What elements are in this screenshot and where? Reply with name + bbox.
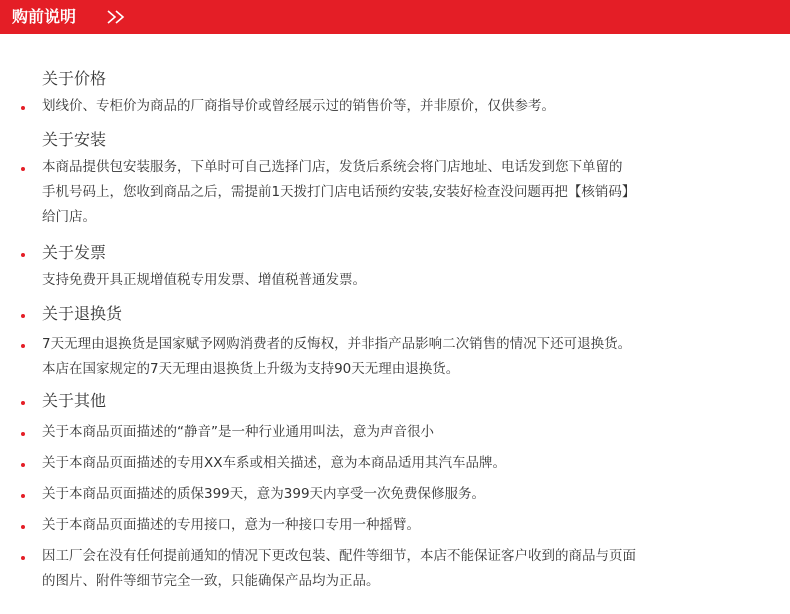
price-text-line: 划线价、专柜价为商品的厂商指导价或曾经展示过的销售价等，并非原价，仅供参考。 — [42, 98, 555, 114]
section-heading-invoice: 关于发票 — [42, 243, 107, 262]
section-heading-other: 关于其他 — [42, 391, 107, 410]
other-item-text: 关于本商品页面描述的“静音”是一种行业通用叫法，意为声音很小 — [42, 424, 434, 440]
invoice-text-line: 支持免费开具正规增值税专用发票、增值税普通发票。 — [42, 272, 366, 288]
bullet-dot — [21, 106, 25, 110]
bullet-dot — [21, 253, 25, 257]
bullet-dot — [21, 167, 25, 171]
other-item-text: 的图片、附件等细节完全一致，只能确保产品均为正品。 — [42, 573, 380, 589]
bullet-dot — [21, 525, 25, 529]
other-item-text: 关于本商品页面描述的专用XX车系或相关描述，意为本商品适用其汽车品牌。 — [42, 455, 506, 471]
bullet-dot — [21, 556, 25, 560]
returns-text-line: 7天无理由退换货是国家赋予网购消费者的反悔权，并非指产品影响二次销售的情况下还可退换货。 — [42, 336, 632, 352]
other-item-text: 关于本商品页面描述的专用接口，意为一种接口专用一种摇臂。 — [42, 517, 420, 533]
other-item-text: 关于本商品页面描述的质保399天，意为399天内享受一次免费保修服务。 — [42, 486, 486, 502]
section-heading-price: 关于价格 — [42, 69, 107, 88]
bullet-dot — [21, 344, 25, 348]
double-chevron-right-icon — [106, 9, 128, 25]
bullet-dot — [21, 494, 25, 498]
header-bar — [0, 0, 790, 34]
install-text-line: 本商品提供包安装服务，下单时可自己选择门店，发货后系统会将门店地址、电话发到您下单留的 — [42, 159, 623, 175]
other-item-text: 因工厂会在没有任何提前通知的情况下更改包装、配件等细节，本店不能保证客户收到的商品与页面 — [42, 548, 636, 564]
section-heading-returns: 关于退换货 — [42, 304, 123, 323]
section-heading-install: 关于安装 — [42, 130, 107, 149]
header-title: 购前说明 — [12, 7, 77, 26]
bullet-dot — [21, 432, 25, 436]
bullet-dot — [21, 314, 25, 318]
install-text-line: 给门店。 — [42, 209, 96, 225]
returns-text-line: 本店在国家规定的7天无理由退换货上升级为支持90天无理由退换货。 — [42, 361, 460, 377]
bullet-dot — [21, 401, 25, 405]
bullet-dot — [21, 463, 25, 467]
install-text-line: 手机号码上，您收到商品之后，需提前1天拨打门店电话预约安装,安装好检查没问题再把【核销码】 — [42, 184, 636, 200]
